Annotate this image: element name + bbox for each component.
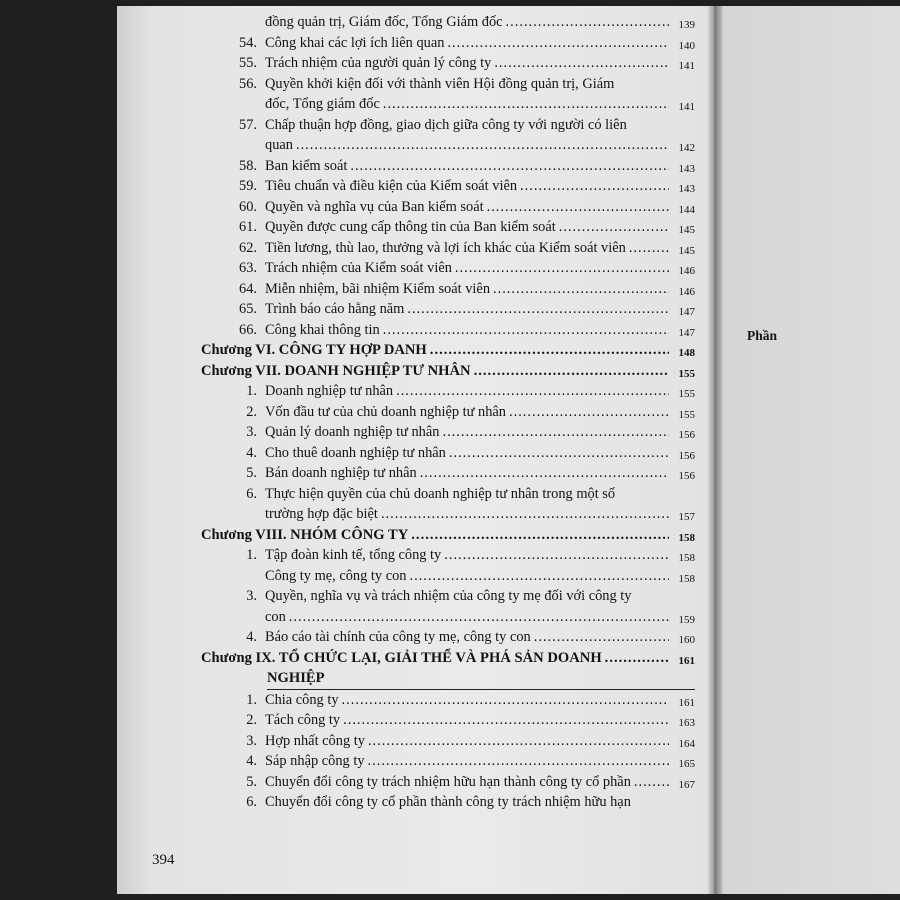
toc-entry-page: 140 (678, 39, 695, 52)
toc-entry-page: 156 (678, 429, 695, 441)
chapter-title: NGHIỆP (267, 670, 325, 686)
toc-entry-number: 3. (246, 588, 257, 604)
toc-entry-number: 66. (239, 321, 257, 338)
toc-entry-number: 4. (246, 753, 257, 769)
toc-entry-number: 6. (246, 485, 257, 502)
toc-entry-page: 144 (678, 203, 695, 216)
toc-entry-page: 148 (678, 347, 695, 359)
toc-entry-number: 6. (246, 794, 257, 810)
chapter-title: Chương VII. DOANH NGHIỆP TƯ NHÂN ..... (201, 361, 669, 382)
toc-entry-number: 3. (246, 732, 257, 749)
chapter-title: Chương VIII. NHÓM CÔNG TY ..... (201, 525, 669, 546)
toc-entry-page: 165 (678, 758, 695, 770)
toc-entry (223, 402, 695, 423)
toc-entry-title: Quyền và nghĩa vụ của Ban kiểm soát ..... (265, 197, 669, 218)
toc-entry (265, 566, 695, 587)
toc-entry (223, 484, 695, 505)
toc-entry (223, 443, 695, 464)
toc-entry-title: Tập đoàn kinh tế, tổng công ty ..... (265, 545, 669, 566)
toc-entry-title: Trình báo cáo hằng năm ..... (265, 299, 669, 320)
book-spine (708, 6, 722, 894)
toc-entry-page: 160 (678, 634, 695, 646)
toc-entry-title: Công khai các lợi ích liên quan ..... (265, 33, 669, 54)
toc-entry-number: 55. (239, 55, 257, 71)
toc-entry-page: 158 (678, 552, 695, 564)
toc-entry-page: 155 (678, 367, 695, 380)
toc-entry-number: 1. (246, 547, 257, 563)
toc-entry-page: 156 (678, 449, 695, 462)
toc-entry-title: đồng quản trị, Giám đốc, Tổng Giám đốc ..... (265, 12, 669, 33)
toc-entry-page: 145 (678, 224, 695, 236)
toc-entry-number: 59. (239, 178, 257, 194)
toc-entry (265, 504, 695, 525)
toc-entry-page: 163 (678, 717, 695, 729)
toc-entry (223, 792, 695, 813)
toc-entry-number: 61. (239, 219, 257, 235)
toc-entry-title: đốc, Tổng giám đốc ..... (265, 94, 669, 115)
toc-entry-number: 1. (246, 383, 257, 399)
toc-entry (223, 751, 695, 772)
toc-entry-title: Thực hiện quyền của chủ doanh nghiệp tư nhân trong một số (265, 485, 616, 502)
toc-entry (223, 422, 695, 443)
toc-entry (267, 668, 695, 690)
toc-entry-page: 161 (678, 696, 695, 709)
toc-entry-title: Bán doanh nghiệp tư nhân ..... (265, 463, 669, 484)
toc-entry (223, 690, 695, 711)
toc-entry-page: 146 (678, 265, 695, 277)
toc-entry-page: 155 (678, 388, 695, 400)
toc-entry (201, 648, 695, 669)
toc-entry-number: 58. (239, 157, 257, 174)
toc-entry-number: 57. (239, 116, 257, 133)
toc-entry-page: 141 (678, 60, 695, 72)
toc-entry-title: Công khai thông tin ..... (265, 320, 669, 341)
toc-entry-title: con ..... (265, 607, 669, 628)
toc-entry (223, 176, 695, 197)
table-of-contents (115, 12, 695, 813)
toc-entry-title: Sáp nhập công ty ..... (265, 751, 669, 772)
toc-entry-page: 161 (678, 654, 695, 667)
toc-entry (223, 238, 695, 259)
toc-entry-title: Cho thuê doanh nghiệp tư nhân ..... (265, 443, 669, 464)
toc-entry (265, 607, 695, 628)
toc-entry-title: Trách nhiệm của Kiểm soát viên ..... (265, 258, 669, 279)
toc-entry-number: 54. (239, 34, 257, 51)
toc-entry (223, 381, 695, 402)
toc-entry (223, 299, 695, 320)
toc-entry-title: Tách công ty ..... (265, 710, 669, 731)
toc-entry-page: 146 (678, 285, 695, 298)
toc-entry (223, 115, 695, 136)
toc-entry (223, 320, 695, 341)
toc-entry (223, 463, 695, 484)
toc-entry-page: 142 (678, 142, 695, 154)
toc-entry (223, 156, 695, 177)
toc-entry-page: 143 (678, 162, 695, 175)
toc-entry-page: 145 (678, 244, 695, 257)
toc-entry (201, 340, 695, 361)
chapter-title: Chương VI. CÔNG TY HỢP DANH ..... (201, 340, 669, 361)
toc-entry-title: Doanh nghiệp tư nhân ..... (265, 381, 669, 402)
toc-entry (265, 94, 695, 115)
toc-entry (223, 731, 695, 752)
toc-entry-page: 164 (678, 737, 695, 750)
toc-entry-number: 3. (246, 424, 257, 440)
toc-entry-number: 4. (246, 629, 257, 645)
toc-entry-title: trường hợp đặc biệt ..... (265, 504, 669, 525)
toc-entry-number: 1. (246, 691, 257, 708)
toc-entry (223, 74, 695, 95)
toc-entry (201, 525, 695, 546)
toc-entry-page: 147 (678, 326, 695, 339)
toc-entry-title: Quyền khởi kiện đối với thành viên Hội đồng quản trị, Giám (265, 75, 615, 92)
toc-entry-title: Hợp nhất công ty ..... (265, 731, 669, 752)
toc-entry-title: Chuyển đổi công ty cổ phần thành công ty trách nhiệm hữu hạn (265, 794, 631, 810)
toc-entry-number: 4. (246, 444, 257, 461)
toc-entry-title: Chuyển đổi công ty trách nhiệm hữu hạn thành công ty cổ phần ..... (265, 772, 669, 793)
toc-entry-number: 5. (246, 773, 257, 790)
toc-entry-page: 157 (678, 511, 695, 523)
toc-entry-number: 60. (239, 198, 257, 215)
toc-entry (223, 710, 695, 731)
toc-entry-title: Tiêu chuẩn và điều kiện của Kiểm soát viên ..... (265, 176, 669, 197)
toc-entry-title: quan ..... (265, 135, 669, 156)
toc-entry-page: 143 (678, 183, 695, 195)
toc-entry-number: 2. (246, 403, 257, 420)
toc-entry-page: 155 (678, 408, 695, 421)
toc-entry (223, 279, 695, 300)
toc-entry-title: Chấp thuận hợp đồng, giao dịch giữa công ty với người có liên (265, 116, 627, 133)
toc-entry-title: Công ty mẹ, công ty con ..... (265, 566, 669, 587)
toc-entry-page: 156 (678, 470, 695, 482)
toc-entry-title: Tiền lương, thù lao, thưởng và lợi ích khác của Kiểm soát viên ..... (265, 238, 669, 259)
right-page (714, 6, 900, 894)
toc-entry (223, 545, 695, 566)
toc-entry (223, 53, 695, 74)
toc-entry-title: Miễn nhiệm, bãi nhiệm Kiểm soát viên ..... (265, 279, 669, 300)
toc-entry (223, 586, 695, 607)
toc-entry (223, 627, 695, 648)
toc-entry-number: 5. (246, 465, 257, 481)
toc-entry-page: 167 (678, 778, 695, 791)
toc-entry-page: 147 (678, 306, 695, 318)
toc-entry-number: 56. (239, 75, 257, 92)
toc-entry-title: Chia công ty ..... (265, 690, 669, 711)
toc-entry (265, 12, 695, 33)
toc-entry (201, 361, 695, 382)
toc-entry-title: Ban kiểm soát ..... (265, 156, 669, 177)
toc-entry-title: Quản lý doanh nghiệp tư nhân ..... (265, 422, 669, 443)
toc-entry-title: Báo cáo tài chính của công ty mẹ, công ty con ..... (265, 627, 669, 648)
toc-entry-number: 62. (239, 239, 257, 256)
toc-entry-number: 63. (239, 260, 257, 276)
toc-entry (223, 33, 695, 54)
toc-entry-title: Quyền được cung cấp thông tin của Ban kiểm soát ..... (265, 217, 669, 238)
toc-entry-page: 139 (678, 19, 695, 31)
toc-entry-title: Trách nhiệm của người quản lý công ty ..... (265, 53, 669, 74)
toc-entry (223, 217, 695, 238)
right-page-heading-fragment: Phần (747, 328, 778, 343)
toc-entry-page: 141 (678, 101, 695, 113)
page-number: 394 (152, 852, 175, 868)
toc-entry-title: Quyền, nghĩa vụ và trách nhiệm của công ty mẹ đối với công ty (265, 588, 632, 604)
chapter-title: Chương IX. TỔ CHỨC LẠI, GIẢI THỂ VÀ PHÁ SẢN DOANH ..... (201, 648, 669, 669)
toc-entry-page: 158 (678, 531, 695, 544)
toc-entry-number: 2. (246, 712, 257, 728)
toc-entry (223, 258, 695, 279)
toc-entry-page: 158 (678, 572, 695, 585)
toc-entry-number: 64. (239, 280, 257, 297)
toc-entry-page: 159 (678, 613, 695, 626)
toc-entry (265, 135, 695, 156)
toc-entry-title: Vốn đầu tư của chủ doanh nghiệp tư nhân ..... (265, 402, 669, 423)
toc-entry-number: 65. (239, 301, 257, 317)
toc-entry (223, 772, 695, 793)
toc-entry (223, 197, 695, 218)
